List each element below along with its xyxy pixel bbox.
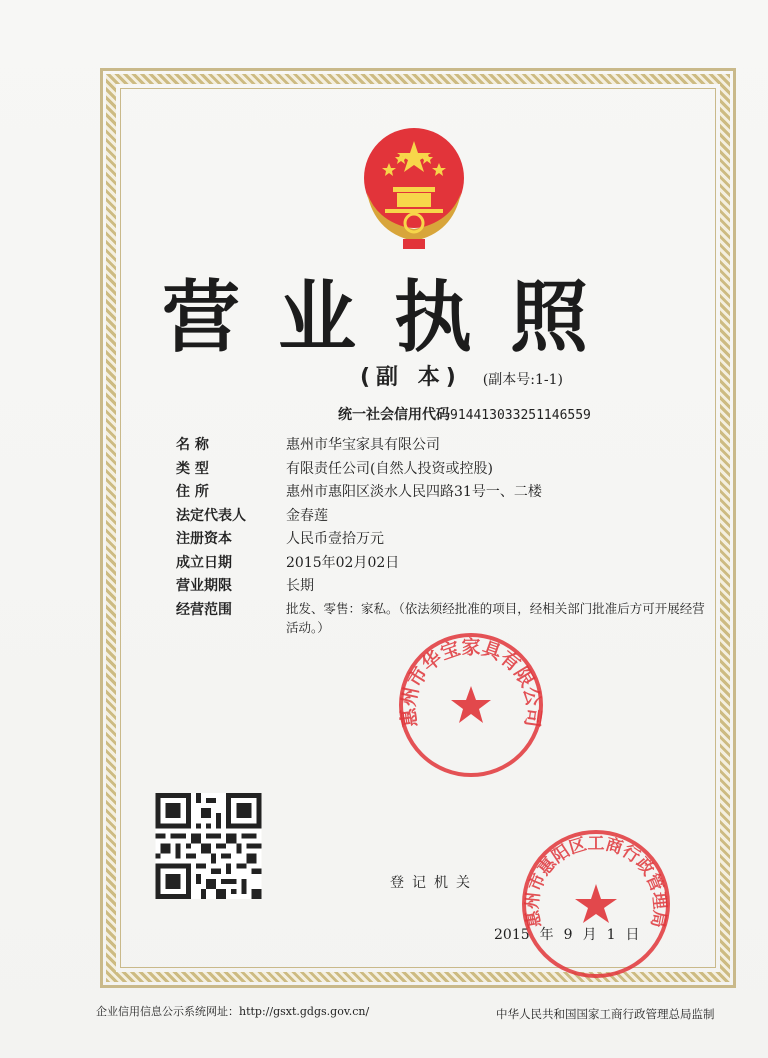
company-seal <box>394 628 548 782</box>
field-label: 住 所 <box>176 484 209 500</box>
national-emblem-icon <box>355 123 473 253</box>
field-scope <box>176 599 716 635</box>
page-title: 营业执照 <box>161 273 626 363</box>
field-legal-rep <box>176 505 716 529</box>
field-label: 注册资本 <box>176 531 232 547</box>
field-label: 经营范围 <box>176 601 232 618</box>
field-name <box>176 434 716 458</box>
field-label: 营业期限 <box>176 578 232 594</box>
field-value: 2015年02月02日 <box>286 554 400 571</box>
authority-seal <box>518 826 674 982</box>
field-label: 类 型 <box>176 460 209 477</box>
authority-seal-text: 惠州市惠阳区工商行政管理局 <box>522 833 670 930</box>
credit-code-label: 统一社会信用代码 <box>338 407 450 423</box>
issue-day: 1 <box>606 927 616 943</box>
company-seal-text: 惠州市华宝家具有限公司 <box>397 636 545 729</box>
field-value: 人民币壹拾万元 <box>286 531 384 547</box>
license-fields <box>176 434 716 635</box>
field-label: 法定代表人 <box>176 507 246 524</box>
issue-year-unit: 年 <box>539 927 554 943</box>
field-value: 惠州市惠阳区淡水人民四路31号一、二楼 <box>286 484 542 500</box>
svg-text:惠州市惠阳区工商行政管理局 <box>522 834 670 930</box>
field-type <box>176 458 716 482</box>
issue-year: 2015 <box>494 927 530 943</box>
credit-code-value: 914413033251146559 <box>450 408 591 423</box>
field-label: 成立日期 <box>176 554 232 571</box>
field-value: 长期 <box>286 578 314 594</box>
field-capital <box>176 528 716 552</box>
field-established <box>176 552 716 576</box>
field-term <box>176 575 716 599</box>
field-value: 金春莲 <box>286 507 328 524</box>
issue-day-unit: 日 <box>625 927 640 943</box>
field-value: 批发、零售：家私。（依法须经批准的项目，经相关部门批准后方可开展经营活动。） <box>286 600 705 635</box>
qr-code[interactable] <box>155 793 262 899</box>
copy-indicator <box>360 360 563 391</box>
footer-website: 企业信用信息公示系统网址：http://gsxt.gdgs.gov.cn/ <box>96 1005 370 1018</box>
issue-month-unit: 月 <box>582 927 597 943</box>
field-label: 名 称 <box>176 437 209 453</box>
field-value: 惠州市华宝家具有限公司 <box>286 437 440 453</box>
copy-label: (副 本) <box>360 365 462 390</box>
issue-month: 9 <box>563 927 573 943</box>
field-value: 有限责任公司(自然人投资或控股) <box>286 460 493 477</box>
field-address <box>176 481 716 505</box>
svg-text:惠州市华宝家具有限公司 <box>396 635 544 728</box>
credit-code-row <box>338 404 591 424</box>
registration-authority: 登记机关 <box>390 875 478 891</box>
footer-supervisor: 中华人民共和国国家工商行政管理总局监制 <box>496 1007 715 1021</box>
copy-number: (副本号:1-1) <box>482 372 563 388</box>
